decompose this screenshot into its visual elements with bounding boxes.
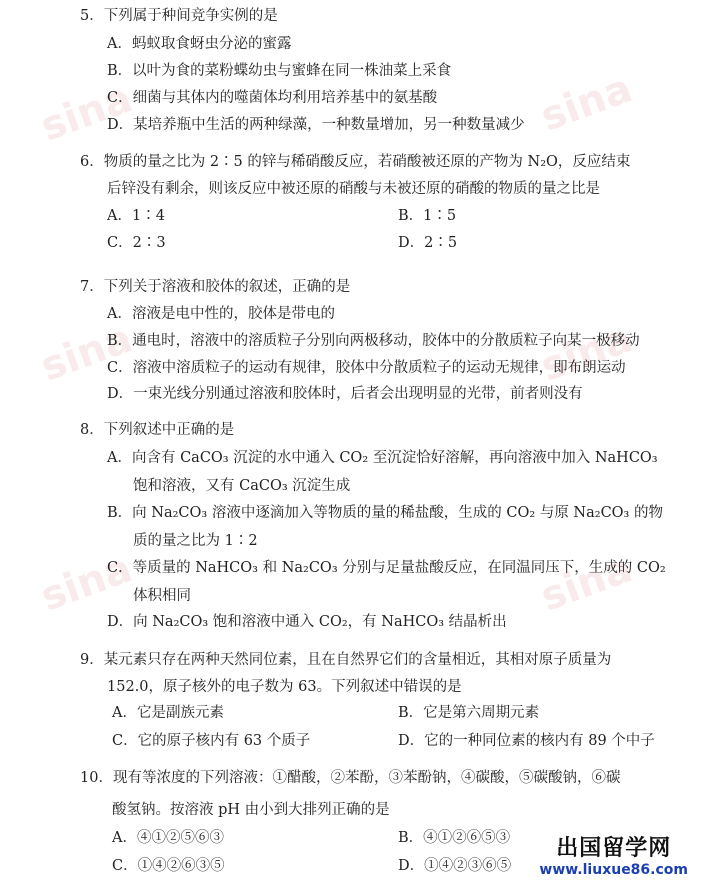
watermark: sina — [534, 65, 639, 141]
q5-option-b: B．以叶为食的菜粉蝶幼虫与蜜蜂在同一株油菜上采食 — [107, 63, 452, 79]
q5-option-a: A．蚂蚁取食蚜虫分泌的蜜露 — [107, 36, 292, 52]
question-10-stem: 10．现有等浓度的下列溶液：①醋酸，②苯酚，③苯酚钠，④碳酸，⑤碳酸钠，⑥碳 — [80, 770, 621, 786]
q5-option-d: D．某培养瓶中生活的两种绿藻，一种数量增加，另一种数量减少 — [107, 117, 525, 133]
q9-option-d: D．它的一种同位素的核内有 89 个中子 — [398, 733, 655, 749]
q7-option-d: D．一束光线分别通过溶液和胶体时，后者会出现明显的光带，前者则没有 — [107, 386, 583, 402]
q6-option-b: B．1∶5 — [398, 208, 457, 224]
question-6-stem-cont: 后锌没有剩余，则该反应中被还原的硝酸与未被还原的硝酸的物质的量之比是 — [107, 181, 600, 197]
q8-option-a: A．向含有 CaCO₃ 沉淀的水中通入 CO₂ 至沉淀恰好溶解，再向溶液中加入 NaHCO₃ — [107, 450, 658, 466]
q9-option-c: C．它的原子核内有 63 个质子 — [112, 733, 311, 749]
q8-option-b: B．向 Na₂CO₃ 溶液中逐滴加入等物质的量的稀盐酸，生成的 CO₂ 与原 Na₂CO₃ 的物 — [107, 505, 663, 521]
watermark: sina — [534, 545, 639, 621]
q10-option-a: A．④①②⑤⑥③ — [112, 830, 224, 846]
watermark: sina — [34, 315, 139, 391]
q6-option-c: C．2∶3 — [107, 235, 166, 251]
q8-option-c-cont: 体积相同 — [133, 588, 191, 604]
q7-option-b: B．通电时，溶液中的溶质粒子分别向两极移动，胶体中的分散质粒子向某一极移动 — [107, 333, 640, 349]
q8-option-b-cont: 质的量之比为 1∶2 — [133, 533, 258, 549]
q10-option-c: C．①④②⑥③⑤ — [112, 858, 225, 874]
watermark: sina — [534, 315, 639, 391]
q10-option-b: B．④①②⑥⑤③ — [398, 830, 511, 846]
question-6-stem: 6．物质的量之比为 2∶5 的锌与稀硝酸反应，若硝酸被还原的产物为 N₂O，反应结束 — [80, 154, 631, 170]
logo-title: 出国留学网 — [556, 836, 672, 861]
q6-option-d: D．2∶5 — [398, 235, 458, 251]
q6-option-a: A．1∶4 — [107, 208, 165, 224]
question-7-stem: 7．下列关于溶液和胶体的叙述，正确的是 — [80, 279, 351, 295]
q8-option-d: D．向 Na₂CO₃ 饱和溶液中通入 CO₂，有 NaHCO₃ 结晶析出 — [107, 614, 507, 630]
question-9-stem-cont: 152.0，原子核外的电子数为 63。下列叙述中错误的是 — [107, 679, 462, 695]
q7-option-a: A．溶液是电中性的，胶体是带电的 — [107, 306, 335, 322]
q8-option-a-cont: 饱和溶液，又有 CaCO₃ 沉淀生成 — [133, 478, 351, 494]
watermark: sina — [34, 545, 139, 621]
q9-option-a: A．它是副族元素 — [112, 705, 224, 721]
q9-option-b: B．它是第六周期元素 — [398, 705, 540, 721]
watermark: sina — [34, 75, 139, 151]
logo-url: www.liuxue86.com — [539, 862, 688, 878]
question-10-stem-cont: 酸氢钠。按溶液 pH 由小到大排列正确的是 — [112, 802, 390, 818]
q5-option-c: C．细菌与其体内的噬菌体均利用培养基中的氨基酸 — [107, 90, 438, 106]
question-5-stem: 5．下列属于种间竞争实例的是 — [80, 8, 278, 24]
question-9-stem: 9．某元素只存在两种天然同位素，且在自然界它们的含量相近，其相对原子质量为 — [80, 652, 612, 668]
q8-option-c: C．等质量的 NaHCO₃ 和 Na₂CO₃ 分别与足量盐酸反应，在同温同压下，生成的 CO₂ — [107, 560, 666, 576]
question-8-stem: 8．下列叙述中正确的是 — [80, 422, 235, 438]
q10-option-d: D．①④②③⑥⑤ — [398, 858, 512, 874]
site-logo — [539, 831, 688, 878]
q7-option-c: C．溶液中溶质粒子的运动有规律，胶体中分散质粒子的运动无规律，即布朗运动 — [107, 360, 626, 376]
